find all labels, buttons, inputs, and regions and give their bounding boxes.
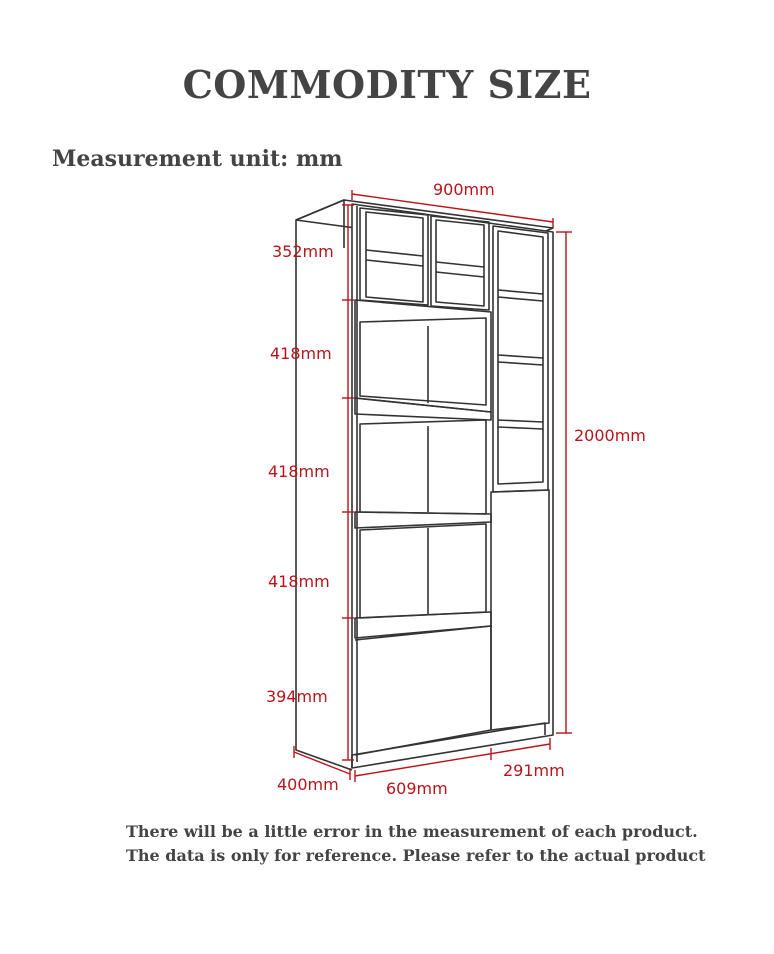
top-section-dimension-label: 352mm xyxy=(272,242,334,261)
left-width-dimension-label: 609mm xyxy=(386,779,448,798)
disclaimer-line-2: The data is only for reference. Please refer to the actual product xyxy=(126,846,706,865)
page-title: COMMODITY SIZE xyxy=(182,62,592,107)
cabinet-front-frame xyxy=(352,204,553,768)
right-width-dimension-label: 291mm xyxy=(503,761,565,780)
width-dimension-label: 900mm xyxy=(433,180,495,199)
cabinet-drawing xyxy=(296,200,553,770)
shelf-2-dimension-label: 418mm xyxy=(268,462,330,481)
cabinet-side-panel xyxy=(296,200,352,770)
depth-dimension-label: 400mm xyxy=(277,775,339,794)
disclaimer-line-1: There will be a little error in the measurement of each product. xyxy=(126,822,698,841)
shelf-1-dimension-label: 418mm xyxy=(270,344,332,363)
measurement-unit-label: Measurement unit: mm xyxy=(52,146,343,172)
bottom-section-dimension-label: 394mm xyxy=(266,687,328,706)
shelf-3-dimension-label: 418mm xyxy=(268,572,330,591)
height-dimension-label: 2000mm xyxy=(574,426,646,445)
